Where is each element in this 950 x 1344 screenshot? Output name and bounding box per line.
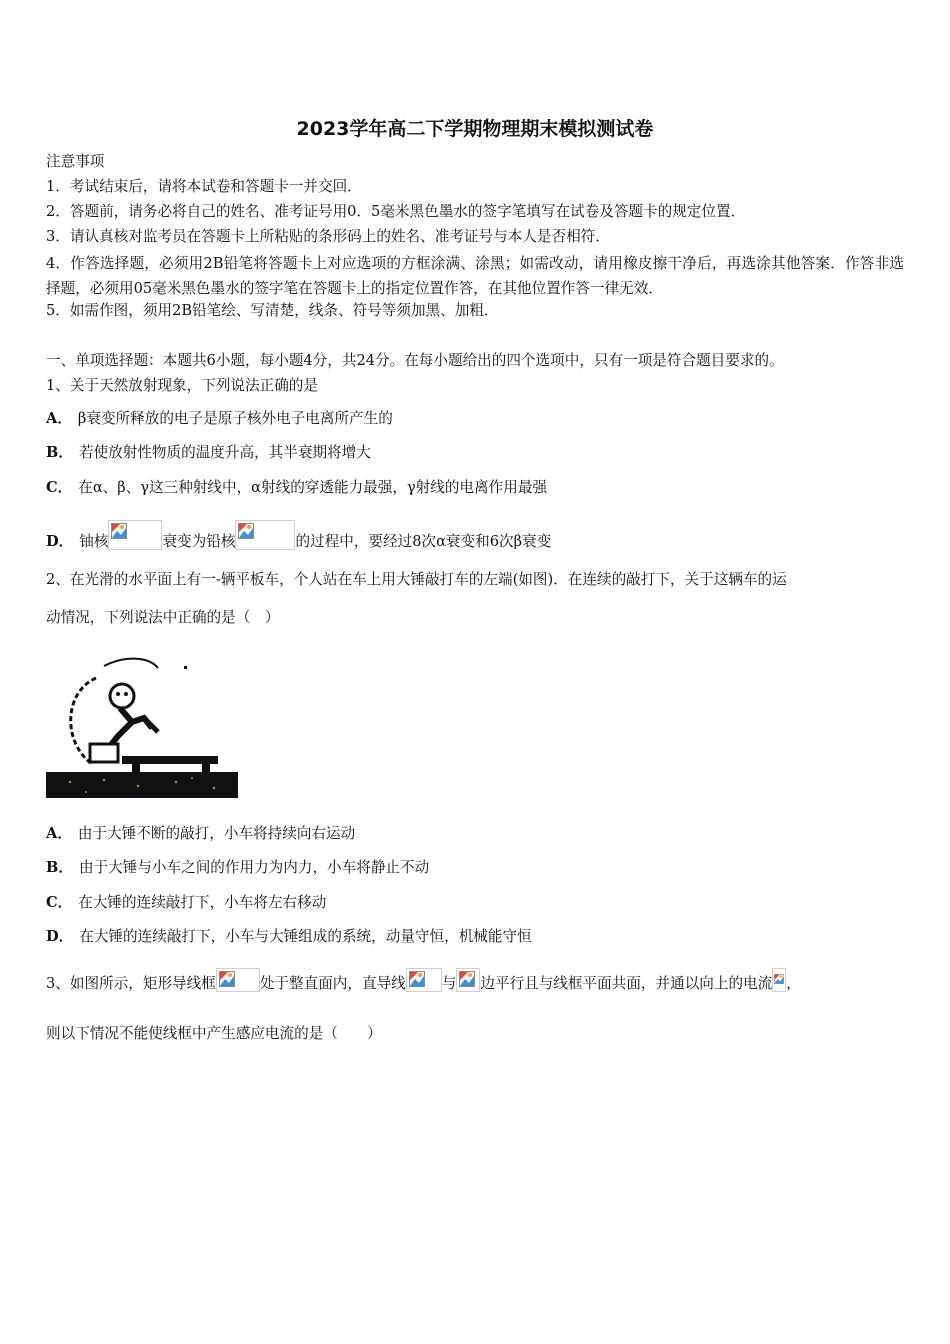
question-3-stem-line1 — [46, 968, 801, 998]
option-label: C． — [46, 894, 73, 911]
section-heading: 一、单项选择题：本题共6小题，每小题4分，共24分。在每小题给出的四个选项中，只有一项是符合题目要求的。 — [46, 352, 784, 369]
option-text: 在大锤的连续敲打下，小车与大锤组成的系统，动量守恒，机械能守恒 — [79, 928, 532, 945]
q2-option-a — [46, 824, 355, 844]
q3-text-part2: 处于整直面内，直导线 — [259, 975, 406, 992]
straight-wire-label-image-icon — [406, 968, 442, 992]
question-2-stem-line1: 2、在光滑的水平面上有一-辆平板车，个人站在车上用大锤敲打车的左端(如图)．在连续的敲打下，关于这辆车的运 — [46, 571, 787, 588]
option-label: D． — [46, 928, 74, 945]
option-label: B． — [46, 859, 73, 876]
q2-option-d — [46, 927, 532, 947]
q3-text-part4: 边平行且与线框平面共面，并通以向上的电流 — [480, 975, 773, 992]
option-text: 在大锤的连续敲打下，小车将左右移动 — [78, 894, 327, 911]
option-text: 由于大锤不断的敲打，小车将持续向右运动 — [77, 825, 356, 842]
option-text: β衰变所释放的电子是原子核外电子电离所产生的 — [77, 410, 393, 427]
notice-item-5: 5．如需作图，须用2B铅笔绘、写清楚，线条、符号等须加黑、加粗． — [46, 302, 499, 319]
wire-frame-label-image-icon — [216, 968, 260, 992]
question-3-stem-line2: 则以下情况不能使线框中产生感应电流的是（ ） — [46, 1025, 382, 1042]
lead-formula-image-icon — [235, 520, 295, 550]
notice-item-2: 2．答题前，请务必将自己的姓名、准考证号用0．5毫米黑色墨水的签字笔填写在试卷及答题卡的规定位置． — [46, 203, 746, 220]
question-1-stem: 1、关于天然放射现象，下列说法正确的是 — [46, 377, 318, 394]
notice-heading: 注意事项 — [46, 153, 105, 170]
option-label: B． — [46, 444, 73, 461]
q3-text-part3: 与 — [441, 975, 457, 992]
option-text: 在α、β、γ这三种射线中，α射线的穿透能力最强，γ射线的电离作用最强 — [78, 479, 548, 496]
option-text: 若使放射性物质的温度升高，其半衰期将增大 — [78, 444, 371, 461]
option-text-part2: 衰变为铅核 — [162, 533, 236, 550]
option-text: 由于大锤与小车之间的作用力为内力，小车将静止不动 — [78, 859, 430, 876]
q3-text-part5: ， — [786, 975, 801, 992]
edge-label-image-icon — [456, 968, 480, 992]
q2-option-b — [46, 858, 429, 878]
option-label: C． — [46, 479, 73, 496]
option-label: D． — [46, 533, 74, 550]
option-label: A． — [46, 410, 72, 427]
q1-option-d — [46, 520, 551, 556]
question-2-stem-line2: 动情况，下列说法中正确的是（ ） — [46, 609, 280, 626]
q1-option-c — [46, 478, 547, 498]
page-title: 2023学年高二下学期物理期末模拟测试卷 — [296, 118, 654, 140]
notice-item-3: 3．请认真核对监考员在答题卡上所粘贴的条形码上的姓名、准考证号与本人是否相符． — [46, 228, 610, 245]
q1-option-b — [46, 443, 371, 463]
q2-option-c — [46, 893, 326, 913]
notice-item-1: 1．考试结束后，请将本试卷和答题卡一并交回． — [46, 178, 362, 195]
hammer-cart-figure — [46, 656, 238, 798]
notice-item-4: 4．作答选择题，必须用2B铅笔将答题卡上对应选项的方框涂满、涂黑；如需改动，请用橡皮擦干净后，再选涂其他答案．作答非选择题，必须用05毫米黑色墨水的签字笔在答题卡上的指定位置作答，在其他位置作答一律无效． — [46, 255, 904, 297]
current-label-image-icon — [772, 968, 786, 992]
option-label: A． — [46, 825, 72, 842]
option-text-part3: 的过程中，要经过8次α衰变和6次β衰变 — [295, 533, 552, 550]
uranium-formula-image-icon — [108, 520, 162, 550]
option-text-part1: 铀核 — [79, 533, 109, 550]
q3-text-part1: 3、如图所示，矩形导线框 — [46, 975, 216, 992]
q1-option-a — [46, 409, 393, 429]
